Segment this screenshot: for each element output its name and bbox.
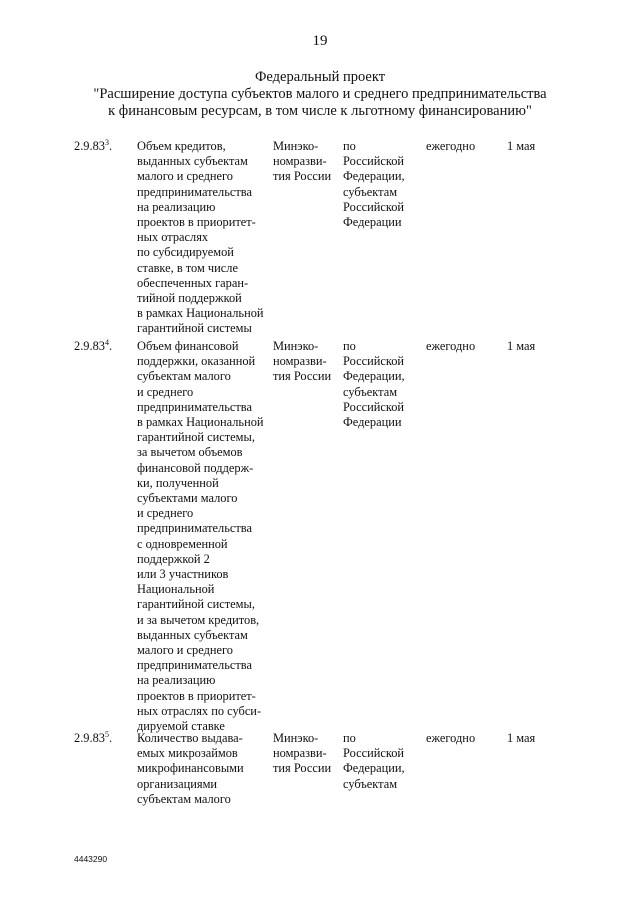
reporting-date: 1 мая (507, 139, 536, 153)
responsible-organization: Минэко- номразви- тия России (273, 731, 332, 776)
reporting-date: 1 мая (507, 339, 536, 353)
reporting-frequency: ежегодно (426, 339, 476, 353)
indicator-description: Объем кредитов, выданных субъектам малого и среднего предпринимательства на реализацию проектов в приоритет- ных отраслях по субсидируемой ставке, в том числе обеспеченных гаран- тийной поддержкой в рамках Национальной гарантийной системы (137, 139, 264, 336)
responsible-organization: Минэко- номразви- тия России (273, 339, 332, 384)
indicator-description: Объем финансовой поддержки, оказанной субъектам малого и среднего предпринимательства в рамках Национальной гарантийной системы, за вычетом объемов финансовой поддерж- ки, полученной субъектами малого и среднего предпринимательства с одновременной поддержкой 2 или 3 участников Национальной гарантийной системы, и за вычетом кредитов, выданных субъектам малого и среднего предпринимательства на реализацию проектов в приоритет- ных отраслях по субси- дируемой ставке (137, 339, 264, 734)
document-code: 4443290 (74, 854, 108, 864)
reporting-frequency: ежегодно (426, 731, 476, 745)
reporting-level: по Российской Федерации, субъектам (343, 731, 405, 791)
reporting-frequency: ежегодно (426, 139, 476, 153)
indicator-number: 2.9.83$^3$. (74, 138, 113, 153)
indicator-description: Количество выдава- емых микрозаймов микрофинансовыми организациями субъектам малого (137, 731, 244, 806)
reporting-date: 1 мая (507, 731, 536, 745)
title-line-2: "Расширение доступа субъектов малого и среднего предпринимательства (93, 86, 547, 102)
indicator-number: 2.9.83$^5$. (74, 730, 113, 745)
page-number: 19 (312, 33, 328, 49)
document-title (0, 69, 640, 120)
title-line-1: Федеральный проект (254, 69, 386, 85)
responsible-organization: Минэко- номразви- тия России (273, 139, 332, 184)
title-line-3: к финансовым ресурсам, в том числе к льготному финансированию" (108, 103, 532, 119)
reporting-level: по Российской Федерации, субъектам Российской Федерации (343, 339, 405, 430)
indicator-number: 2.9.83$^4$. (74, 338, 113, 353)
reporting-level: по Российской Федерации, субъектам Российской Федерации (343, 139, 405, 230)
